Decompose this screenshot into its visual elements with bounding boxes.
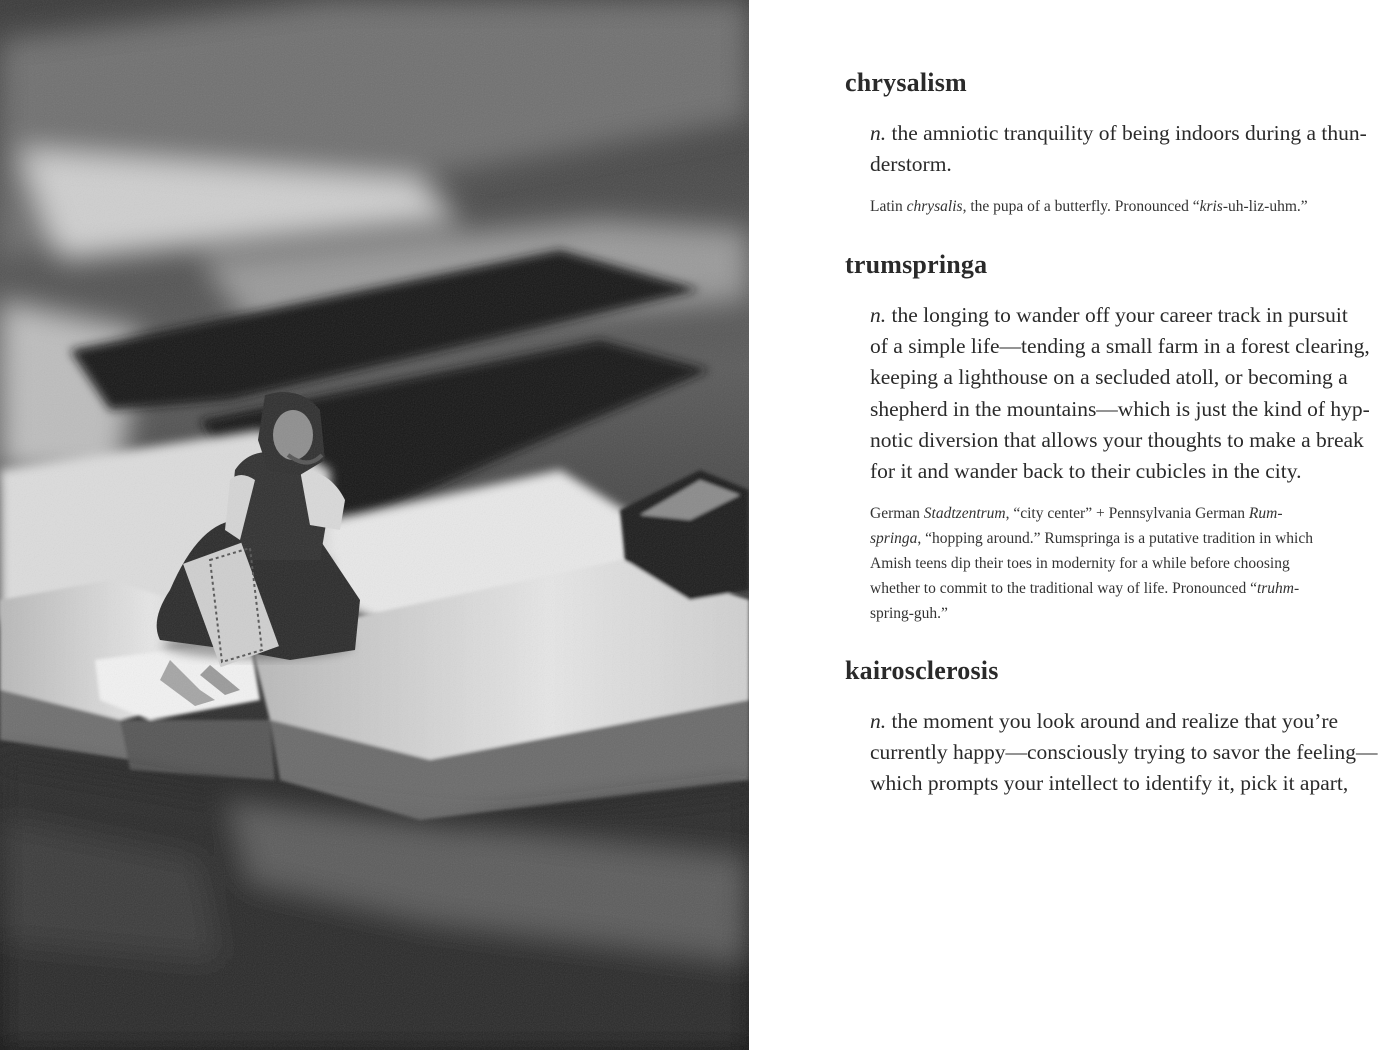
entry-chrysalism <box>845 68 1380 219</box>
entry-kairosclerosis <box>845 656 1380 800</box>
etymology: Latin chrysalis, the pupa of a butterfly. Pronounced “kris-uh-liz-uhm.” <box>870 198 1308 216</box>
part-of-speech: n. <box>870 303 887 327</box>
definition: n. the longing to wander off your career track in pursuit of a simple life—tending a small farm in a forest clearing, keeping a lighthouse on a secluded atoll, or becoming a shepherd in the mountains—which is just the kind of hyp- notic diversion that allows your thoughts to make a break for it and wander back to their cubicles in the city. <box>870 303 1370 484</box>
part-of-speech: n. <box>870 121 887 145</box>
part-of-speech: n. <box>870 709 887 733</box>
definition: n. the amniotic tranquility of being indoors during a thun- derstorm. <box>870 121 1367 177</box>
definition: n. the moment you look around and realize that you’re currently happy—consciously trying to savor the feeling— which prompts your intellect to identify it, pick it apart, <box>870 709 1378 796</box>
dictionary-page <box>749 0 1380 1050</box>
etymology: German Stadtzentrum, “city center” + Pennsylvania German Rum- springa, “hopping around.” Rumspringa is a putative tradition in which Amish teens dip their toes in modernity for a while before choosing whether to commit to the traditional way of life. Pronounced “truhm- spring-guh.” <box>870 505 1313 623</box>
headword: kairosclerosis <box>845 656 999 685</box>
headword: trumspringa <box>845 250 988 279</box>
headword: chrysalism <box>845 68 967 97</box>
entry-trumspringa <box>845 250 1380 626</box>
